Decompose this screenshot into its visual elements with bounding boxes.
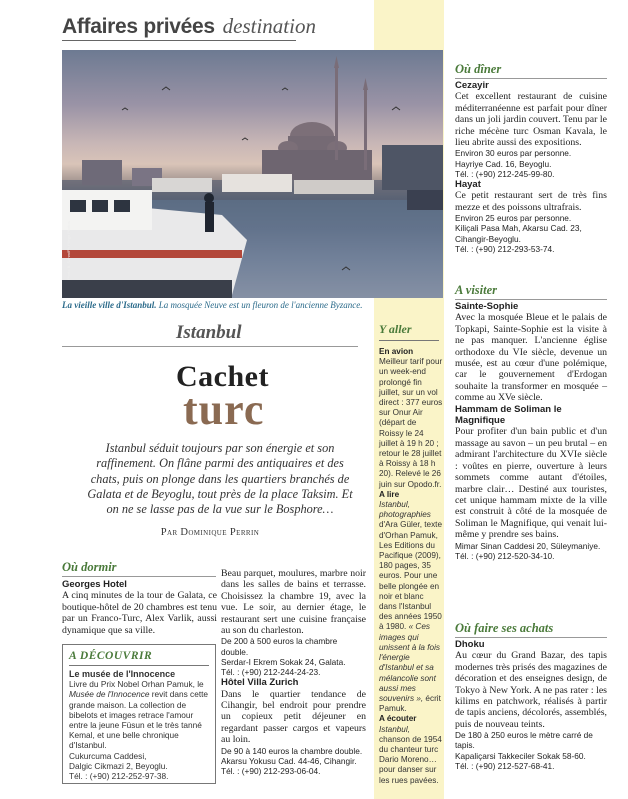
hotel1-cont: Beau parquet, moulures, marbre noir dans les salles de bains et terrasse. Choisissez la chambre 19, avec la vue. Le soir, au dernier étage, le restaurant sert une cuisine française au son du charleston. (221, 568, 366, 637)
hotel1-tel: Tél. : (+90) 212-244-24-23. (221, 667, 321, 678)
byline (62, 527, 358, 538)
photo-credit: Photo B. Sahm/Ph.Pliego Photos (66, 221, 71, 280)
aller-avion-label: En avion (379, 347, 414, 356)
r2-name: Hayat (455, 179, 481, 191)
aller-ecouter-song: Istanbul, (379, 724, 410, 734)
section-rule-aller (379, 340, 439, 341)
hotel2-name: Hôtel Villa Zurich (221, 677, 299, 689)
photo-caption (62, 300, 443, 310)
section-title-achats: Où faire ses achats (455, 621, 554, 635)
header-rule (62, 40, 296, 41)
decouvrir-text2: revit dans cette grande maison. La collection de bibelots et images retrace l'amour entre la jeune Füsun et le très tanné Kemal, et une belle chronique d'Istanbul. (69, 689, 209, 751)
byline-prefix: Par (160, 527, 178, 538)
a1-text: Au cœur du Grand Bazar, des tapis modernes très prisés des magazines de décoration et des enseignes design, de Tokyo à New York. A ne pas rater : les kilims en patchwork, réalisés à partir de tapis anciens, décolorés, assemblés, puis de nouveau teints. (455, 650, 607, 730)
headline-city: Istanbul (176, 322, 242, 343)
aller-ecouter-label: A écouter (379, 714, 417, 724)
dormir-column-right (221, 568, 366, 776)
v1-text: Avec la mosquée Bleue et le palais de Topkapi, Sainte-Sophie est la visite à ne pas manquer. L'ancienne église orthodoxe du VIe siècle, devenue un musée, est au cœur d'une polémique, car le gouvernement d'Erdogan souhaite la transformer en mosquée – comme au XVe siècle. (455, 312, 607, 404)
r1-name: Cezayir (455, 80, 489, 91)
v2-text: Pour profiter d'un bain public et d'un massage au savon – un peu brutal – en admirant l'architecture du XVIe siècle : voûtes en pierre, ouverture à leurs sommets comme autant d'étoiles, marbre clair… Destiné aux touristes, cet unique hammam mixte de la ville est construit à côté de la mosquée de Soliman le Magnifique, qui venait lui-même y prendre ses bains. (455, 426, 607, 541)
a1-price: De 180 à 250 euros le mètre carré de tapis. (455, 730, 593, 751)
decouvrir-rule (69, 665, 209, 666)
r1-addr: Hayriye Cad. 16, Beyoglu. (455, 158, 552, 169)
decouvrir-text (69, 679, 213, 750)
header-subtitle: destination (222, 14, 316, 38)
r1-text: Cet excellent restaurant de cuisine méditerranéenne est parfait pour dîner dans un joli jardin couvert. Tenu par le riche mécène turc Osman Kavala, le lieu abrite aussi des expositions. (455, 91, 607, 149)
istanbul-photo (62, 50, 443, 298)
aller-lire (379, 500, 443, 714)
caption-place: La vieille ville d'Istanbul. (62, 300, 157, 310)
v2-name: Hammam de Soliman le Magnifique (455, 403, 562, 427)
hotel1-text: A cinq minutes de la tour de Galata, ce boutique-hôtel de 20 chambres est tenu par un Franco-Turc, Alex Varlik, aussi dynamique que sa ville. (62, 590, 217, 636)
decouvrir-addr1: Cukurcuma Caddesi, (69, 750, 147, 761)
section-title-dormir: Où dormir (62, 560, 117, 574)
dormir-column-left (62, 579, 217, 636)
intro-paragraph: Istanbul séduit toujours par son énergie et son raffinement. On flâne parmi des antiquaires et des chats, puis on plonge dans les quartiers branchés de Galata et de Beyoglu, tout près de la place Taksim. Et on ne se lasse pas de la vue sur le Bosphore… (87, 441, 353, 517)
section-rule-diner (455, 78, 607, 79)
headline-line2: turc (183, 385, 265, 434)
r1-price: Environ 30 euros par personne. (455, 148, 572, 159)
section-rule-visiter (455, 299, 607, 300)
decouvrir-addr2: Dalgic Cikmazi 2, Beyoglu. (69, 760, 168, 771)
aller-ecouter (379, 725, 443, 786)
photo-illustration (62, 50, 443, 298)
decouvrir-name: Le musée de l'Innocence (69, 669, 176, 679)
section-title-diner: Où dîner (455, 62, 502, 76)
hotel2-price: De 90 à 140 euros la chambre double. (221, 745, 363, 756)
v2-addr: Mimar Sinan Caddesi 20, Süleymaniye. (455, 540, 601, 551)
page-header (62, 14, 316, 39)
v2-tel: Tél. : (+90) 212-520-34-10. (455, 550, 555, 561)
decouvrir-text1: Livre du Prix Nobel Orhan Pamuk, le (69, 679, 204, 690)
aller-lire-label: A lire (379, 489, 400, 499)
r2-addr: Kiliçali Pasa Mah, Akarsu Cad. 23, Cihangir-Beyoglu. (455, 223, 582, 244)
aller-lire-quote: « Ces images qui unissent à la fois l'énergie d'Istanbul et sa mélancolie sont aussi mes souvenirs », (379, 622, 440, 703)
aller-column (379, 347, 443, 786)
hotel2-text: Dans le quartier tendance de Cihangir, bel endroit pour prendre un copieux petit déjeuner en regardant passer cargos et vapeurs au loin. (221, 688, 366, 746)
r2-tel: Tél. : (+90) 212-293-53-74. (455, 243, 555, 254)
aller-avion-text: Meilleur tarif pour un week-end prolongé fin juillet, sur un vol direct : 377 euros sur Onur Air (départ de Roissy le 24 juillet à 19 h 20 ; retour le 28 juillet à Roissy à 18 h 20). Relevé le 26 juin sur Opodo.fr. (379, 357, 443, 489)
aller-lire-end: écrit Pamuk. (379, 693, 441, 714)
decouvrir-title: A DÉCOUVRIR (69, 650, 153, 662)
r2-price: Environ 25 euros par personne. (455, 213, 572, 224)
r2-text: Ce petit restaurant sert de très fins mezze et des poissons ultrafrais. (455, 190, 607, 213)
headline-rule (62, 346, 358, 347)
hotel1-name: Georges Hotel (62, 579, 127, 590)
hotel1-price: De 200 à 500 euros la chambre double. (221, 636, 338, 657)
v1-name: Sainte-Sophie (455, 301, 519, 312)
a1-name: Dhoku (455, 639, 485, 650)
decouvrir-box (62, 644, 216, 784)
diner-column (455, 80, 607, 254)
visiter-column (455, 301, 607, 561)
aller-lire-text: d'Ara Güler, texte d'Orhan Pamuk, Les Editions du Pacifique (2009), 180 pages, 35 euros. Pour une belle plongée en noir et blanc dans l'Istanbul des années 1950 à 1980. (379, 520, 443, 632)
decouvrir-tel: Tél. : (+90) 212-252-97-38. (69, 771, 169, 782)
decouvrir-body (69, 669, 213, 781)
aller-ecouter-text: chanson de 1954 du chanteur turc Dario Moreno… pour danser sur les rues pavées. (379, 734, 442, 785)
achats-column (455, 639, 607, 771)
r1-tel: Tél. : (+90) 212-245-99-80. (455, 168, 555, 179)
hotel2-addr: Akarsu Yokusu Cad. 44-46, Cihangir. (221, 755, 357, 766)
decouvrir-book: Musée de l'Innocence (69, 689, 150, 700)
section-title-aller: Y aller (379, 322, 412, 336)
aller-lire-book: Istanbul, photographies (379, 500, 431, 520)
section-title-visiter: A visiter (455, 283, 498, 297)
caption-text: La mosquée Neuve est un fleuron de l'ancienne Byzance. (156, 300, 363, 310)
section-rule-achats (455, 637, 607, 638)
a1-addr: Kapaliçarsi Takkeciler Sokak 58-60. (455, 750, 586, 761)
section-rule-dormir (62, 576, 216, 577)
headline-line1: Cachet (176, 360, 269, 393)
hotel2-tel: Tél. : (+90) 212-293-06-04. (221, 766, 321, 777)
hotel1-addr: Serdar-I Ekrem Sokak 24, Galata. (221, 656, 346, 667)
a1-tel: Tél. : (+90) 212-527-68-41. (455, 760, 555, 771)
header-title: Affaires privées (62, 15, 215, 38)
byline-author: Dominique Perrin (180, 527, 260, 538)
